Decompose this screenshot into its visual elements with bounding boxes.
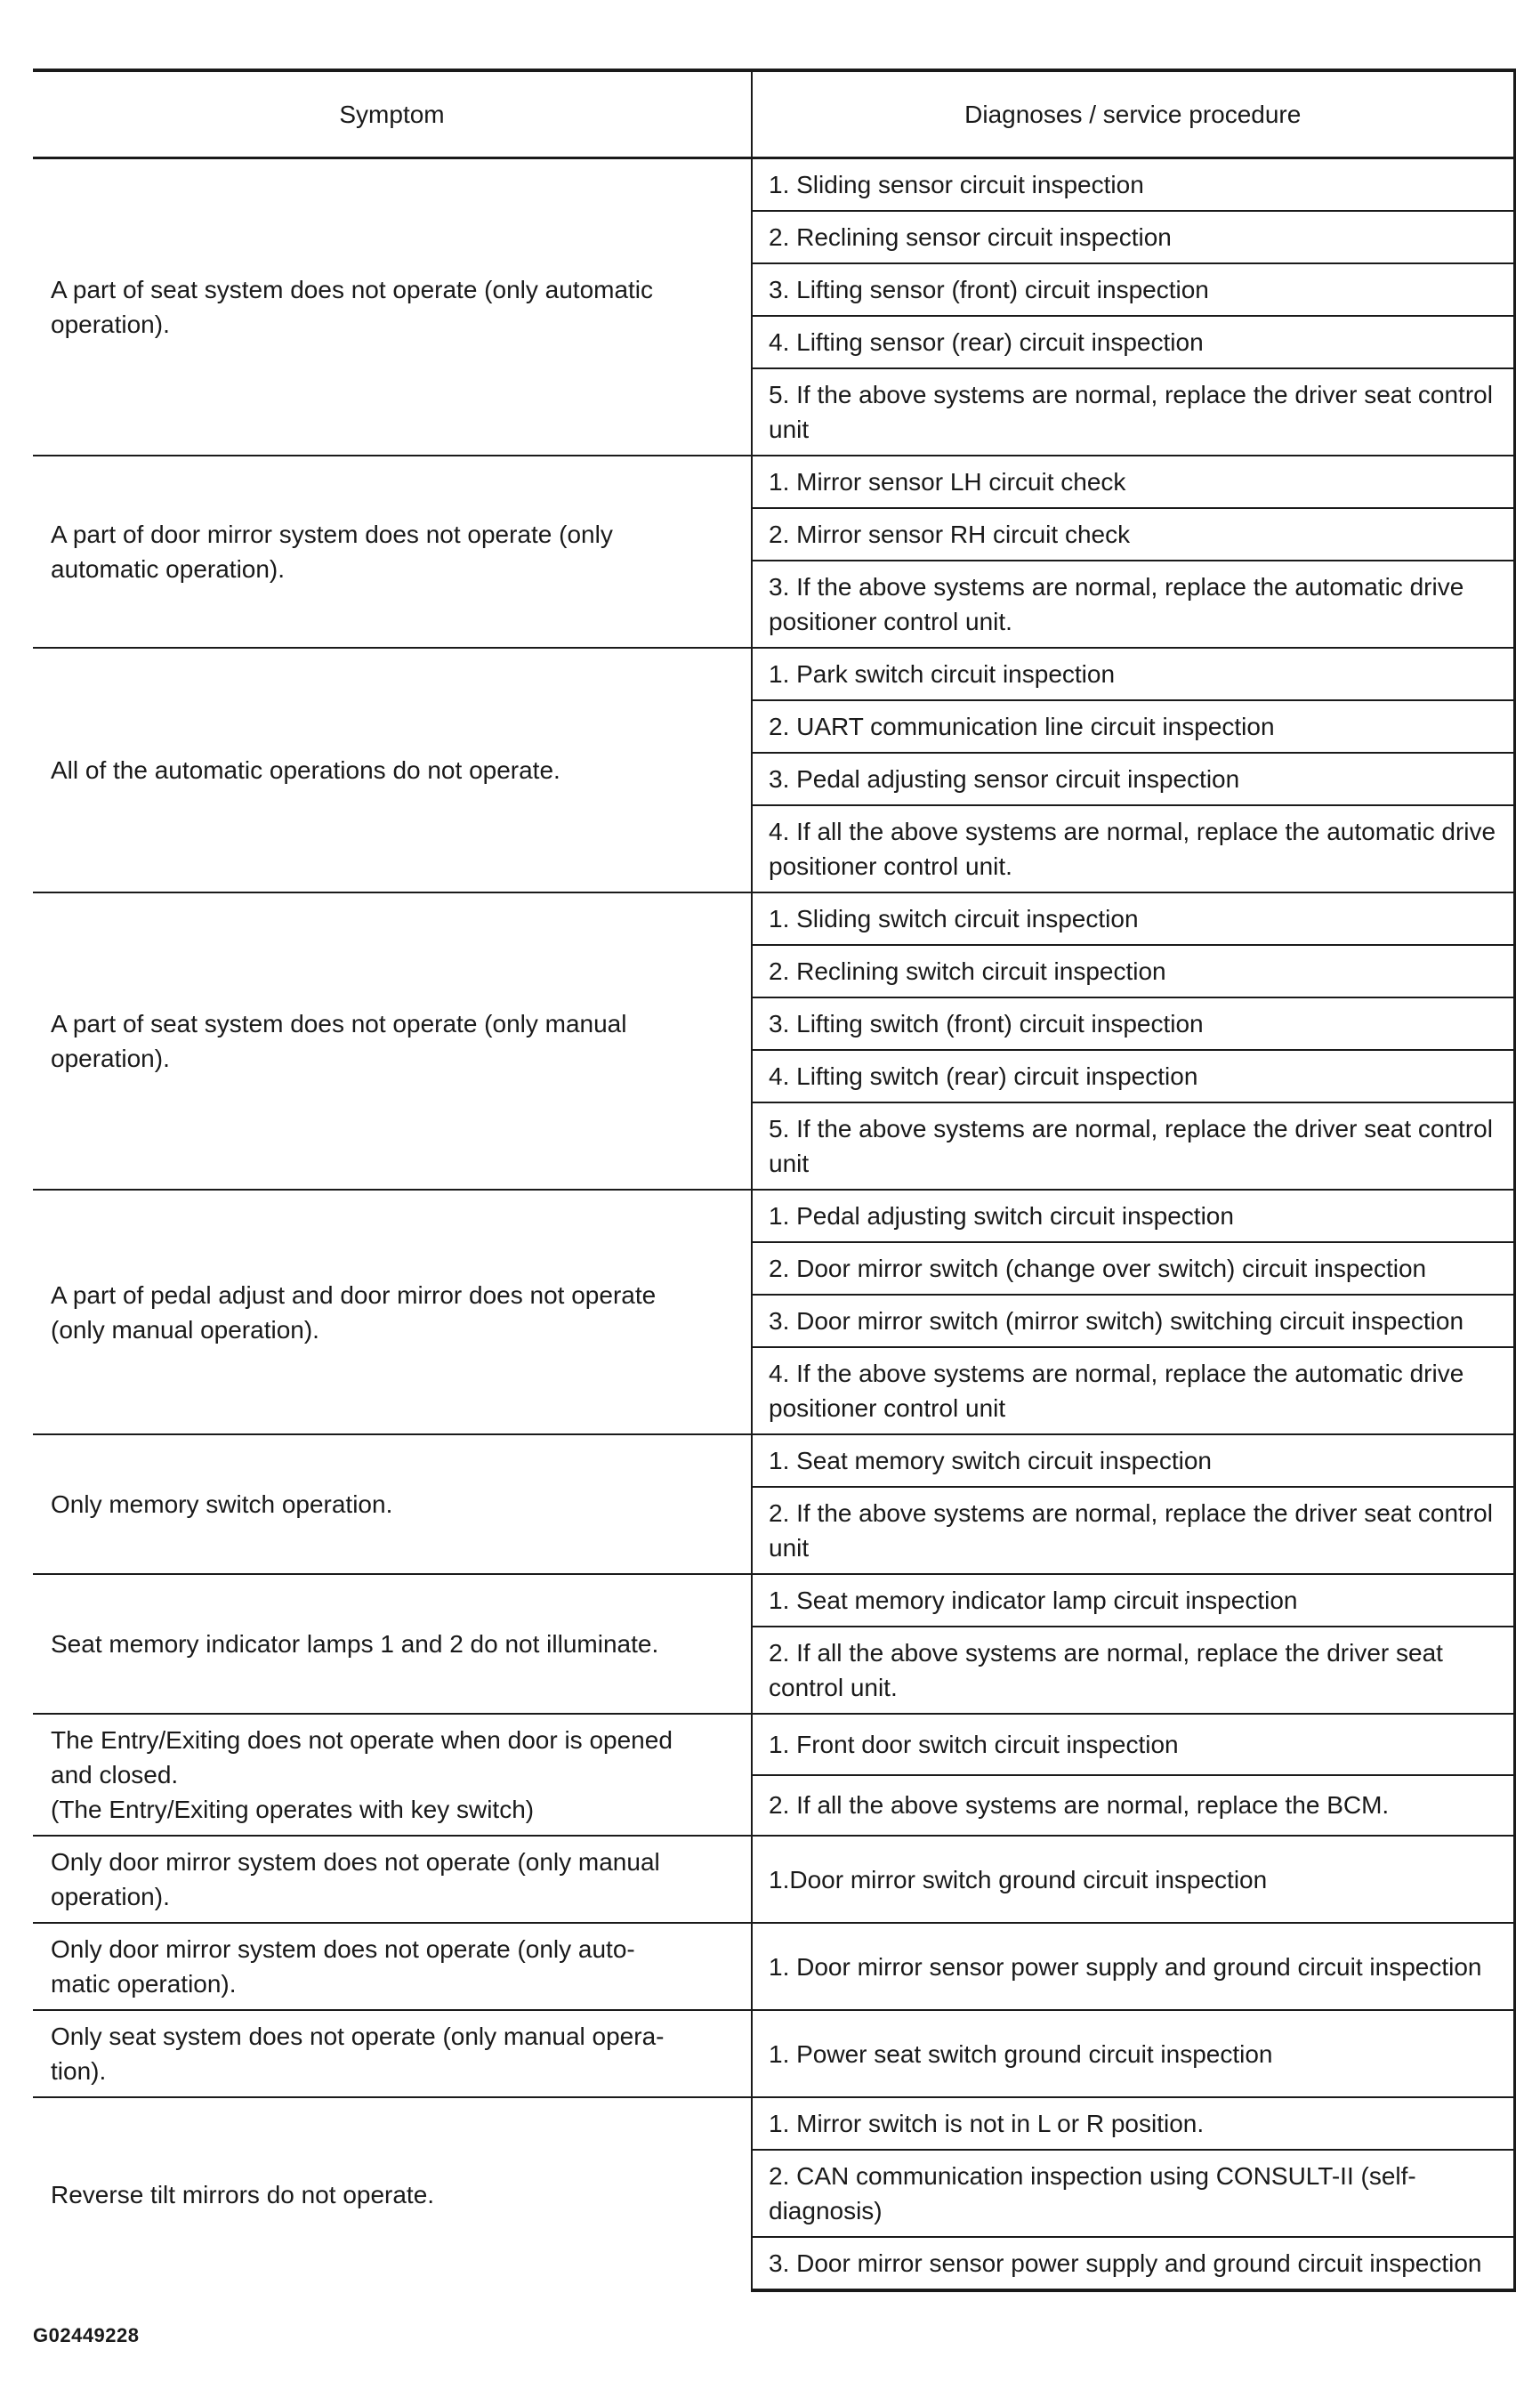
- table-row: [33, 2097, 1514, 2150]
- procedure-step: 3. Lifting sensor (front) circuit inspection: [752, 263, 1514, 316]
- symptom-column-header: Symptom: [33, 70, 752, 158]
- procedure-step: 1. Sliding switch circuit inspection: [752, 892, 1514, 945]
- procedure-step: 1. Mirror switch is not in L or R position.: [752, 2097, 1514, 2150]
- symptom-cell: [33, 158, 752, 456]
- procedure-step: 4. Lifting sensor (rear) circuit inspection: [752, 316, 1514, 368]
- symptom-cell: [33, 1434, 752, 1574]
- procedure-step: 1. Front door switch circuit inspection: [752, 1714, 1514, 1775]
- symptom-text: Reverse tilt mirrors do not operate.: [51, 2180, 435, 2208]
- symptom-cell: [33, 1923, 752, 2010]
- procedure-step: 1. Mirror sensor LH circuit check: [752, 456, 1514, 508]
- procedure-step: 3. Door mirror switch (mirror switch) switching circuit inspection: [752, 1295, 1514, 1347]
- symptom-text: The Entry/Exiting does not operate when door is opened: [51, 1726, 673, 1754]
- table-row: [33, 2010, 1514, 2097]
- procedure-step: 2. Mirror sensor RH circuit check: [752, 508, 1514, 561]
- symptom-text: Only seat system does not operate (only manual opera-: [51, 2023, 665, 2050]
- symptom-cell: [33, 892, 752, 1190]
- procedure-step: 2. Door mirror switch (change over switch) circuit inspection: [752, 1242, 1514, 1295]
- table-row: [33, 1190, 1514, 1242]
- procedure-step: 1. Seat memory switch circuit inspection: [752, 1434, 1514, 1487]
- procedure-step: 1.Door mirror switch ground circuit inspection: [752, 1836, 1514, 1923]
- symptom-text: Seat memory indicator lamps 1 and 2 do not illuminate.: [51, 1630, 659, 1658]
- table-row: [33, 1836, 1514, 1923]
- symptom-text: operation).: [51, 1883, 170, 1910]
- symptom-text: Only memory switch operation.: [51, 1490, 393, 1518]
- symptom-cell: [33, 1190, 752, 1434]
- symptom-text: A part of pedal adjust and door mirror does not operate: [51, 1280, 657, 1309]
- table-row: [33, 1923, 1514, 2010]
- procedure-step: 1. Door mirror sensor power supply and ground circuit inspection: [752, 1923, 1514, 2010]
- procedure-step: 4. If the above systems are normal, replace the automatic drive positioner control unit: [752, 1347, 1514, 1434]
- table-row: [33, 158, 1514, 212]
- procedure-step: 1. Park switch circuit inspection: [752, 648, 1514, 700]
- symptom-text: (only manual operation).: [51, 1315, 319, 1344]
- table-body: [33, 158, 1514, 2291]
- symptom-cell: [33, 1574, 752, 1714]
- symptom-cell: [33, 2010, 752, 2097]
- procedure-step: 2. If the above systems are normal, replace the driver seat control unit: [752, 1487, 1514, 1574]
- procedure-step: 1. Pedal adjusting switch circuit inspection: [752, 1190, 1514, 1242]
- symptom-text: Only door mirror system does not operate (only auto-: [51, 1935, 635, 1963]
- table-row: [33, 1714, 1514, 1775]
- procedure-step: 3. If the above systems are normal, replace the automatic drive positioner control unit.: [752, 561, 1514, 648]
- diagnosis-table: [33, 69, 1516, 2292]
- procedure-step: 1. Seat memory indicator lamp circuit inspection: [752, 1574, 1514, 1627]
- symptom-cell: [33, 1714, 752, 1836]
- procedure-step: 2. UART communication line circuit inspection: [752, 700, 1514, 753]
- symptom-text: and closed.: [51, 1761, 179, 1788]
- table-row: [33, 892, 1514, 945]
- symptom-text: automatic operation).: [51, 555, 286, 583]
- procedure-step: 1. Power seat switch ground circuit inspection: [752, 2010, 1514, 2097]
- procedure-step: 3. Pedal adjusting sensor circuit inspection: [752, 753, 1514, 805]
- symptom-text: All of the automatic operations do not operate.: [51, 756, 560, 784]
- table-header-row: [33, 70, 1514, 158]
- table-row: [33, 456, 1514, 508]
- symptom-text: tion).: [51, 2057, 107, 2085]
- table-row: [33, 648, 1514, 700]
- symptom-cell: [33, 1836, 752, 1923]
- symptom-cell: [33, 648, 752, 892]
- symptom-text: operation).: [51, 1045, 170, 1072]
- procedure-step: 3. Door mirror sensor power supply and ground circuit inspection: [752, 2237, 1514, 2290]
- procedure-step: 2. CAN communication inspection using CONSULT-II (self-diagnosis): [752, 2150, 1514, 2237]
- procedure-step: 2. If all the above systems are normal, replace the driver seat control unit.: [752, 1627, 1514, 1714]
- procedure-step: 2. If all the above systems are normal, replace the BCM.: [752, 1775, 1514, 1837]
- procedure-step: 5. If the above systems are normal, replace the driver seat control unit: [752, 1102, 1514, 1190]
- procedure-step: 2. Reclining switch circuit inspection: [752, 945, 1514, 997]
- symptom-text: operation).: [51, 311, 170, 338]
- procedure-step: 1. Sliding sensor circuit inspection: [752, 158, 1514, 212]
- symptom-text: Only door mirror system does not operate (only manual: [51, 1848, 660, 1876]
- symptom-text: matic operation).: [51, 1970, 237, 1998]
- symptom-text: A part of door mirror system does not operate (only: [51, 521, 613, 548]
- procedure-step: 2. Reclining sensor circuit inspection: [752, 211, 1514, 263]
- symptom-text: (The Entry/Exiting operates with key switch): [51, 1796, 535, 1823]
- procedure-step: 3. Lifting switch (front) circuit inspection: [752, 997, 1514, 1050]
- table-row: [33, 1434, 1514, 1487]
- table-row: [33, 1574, 1514, 1627]
- figure-id: G02449228: [33, 2324, 140, 2346]
- procedure-column-header: Diagnoses / service procedure: [752, 70, 1514, 158]
- procedure-step: 4. Lifting switch (rear) circuit inspection: [752, 1050, 1514, 1102]
- symptom-cell: [33, 456, 752, 648]
- procedure-step: 5. If the above systems are normal, replace the driver seat control unit: [752, 368, 1514, 456]
- symptom-text: A part of seat system does not operate (only automatic: [51, 276, 654, 303]
- symptom-cell: [33, 2097, 752, 2290]
- symptom-text: A part of seat system does not operate (only manual: [51, 1010, 627, 1038]
- procedure-step: 4. If all the above systems are normal, replace the automatic drive positioner control unit.: [752, 805, 1514, 892]
